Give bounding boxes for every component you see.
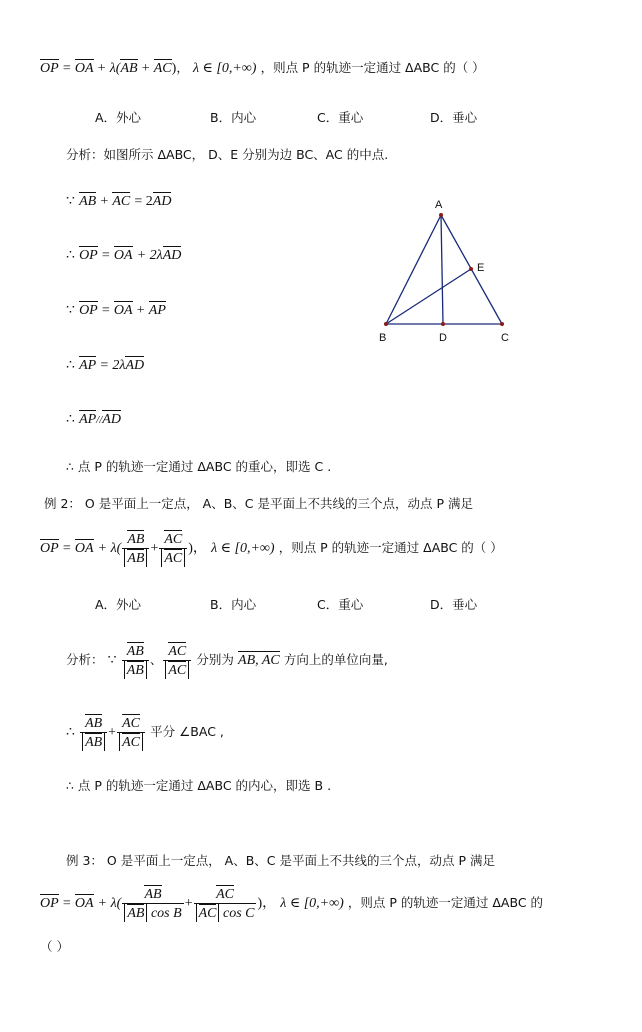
point-d xyxy=(441,322,445,326)
ex1-step-2: ∴ OP = OA + 2λAD xyxy=(66,248,182,263)
ex2-bisector: ∴ $\frac{AB}{AB}$ + $\frac{AC}{AC}$ 平分 ∠BAC , xyxy=(66,715,224,750)
ex2-option-d: D．垂心 xyxy=(430,597,478,612)
ex1-step-1: ∵ AB + AC = 2AD xyxy=(66,194,172,209)
ex3-formula: OP = OA + λ( $\frac{AB}{\text{AB cos B}}$ + $\frac{AC}{\text{AC cos C}}$ )， λ ∈ [0,+∞) ，则点 P 的轨迹一定通过 ΔABC 的 xyxy=(40,886,544,921)
ex1-option-a: A．外心 xyxy=(95,110,142,125)
lambda-range: λ ∈ [0,+∞) xyxy=(192,61,257,76)
ex3-heading: 例 3： O 是平面上一定点， A、B、C 是平面上不共线的三个点，动点 P 满足 xyxy=(66,853,495,868)
fraction-ab: $\frac{AB}{AB}$ xyxy=(122,530,149,568)
ex2-heading: 例 2： O 是平面上一定点， A、B、C 是平面上不共线的三个点，动点 P 满足 xyxy=(44,496,473,511)
ex1-option-b: B．内心 xyxy=(210,110,257,125)
ex1-step-3: ∵ OP = OA + AP xyxy=(66,303,166,318)
ex1-analysis-intro: 分析：如图所示 ΔABC， D、E 分别为边 BC、AC 的中点. xyxy=(66,147,389,162)
label-d: D xyxy=(439,332,447,344)
label-a: A xyxy=(435,199,443,211)
ex2-option-a: A．外心 xyxy=(95,597,142,612)
ex1-question: ，则点 P 的轨迹一定通过 ΔABC 的（ ） xyxy=(260,60,485,75)
triangle-side-ab xyxy=(386,215,441,324)
ex1-option-c: C．重心 xyxy=(317,110,364,125)
ex2-conclusion: ∴ 点 P 的轨迹一定通过 ΔABC 的内心，即选 B . xyxy=(66,778,332,793)
ex2-analysis: 分析： ∵ $\frac{AB}{AB}$ 、 $\frac{AC}{AC}$ 分别为 AB, AC 方向上的单位向量, xyxy=(66,643,388,678)
ex1-conclusion: ∴ 点 P 的轨迹一定通过 ΔABC 的重心，即选 C . xyxy=(66,459,332,474)
ex2-formula: OP = OA + λ( $\frac{AB}{AB}$ + $\frac{AC}{AC}$ )， λ ∈ [0,+∞) ，则点 P 的轨迹一定通过 ΔABC 的（ ） xyxy=(40,531,503,566)
label-e: E xyxy=(477,262,485,274)
ex1-formula: OP = OA + λ(AB + AC)， λ ∈ [0,+∞) ，则点 P 的轨迹一定通过 ΔABC 的（ ） xyxy=(40,60,485,76)
median-be xyxy=(386,269,471,324)
point-c xyxy=(500,322,504,326)
ex3-answer-blank: （ ） xyxy=(40,939,69,954)
ex2-option-b: B．内心 xyxy=(210,597,257,612)
ex2-option-c: C．重心 xyxy=(317,597,364,612)
median-ad xyxy=(441,215,443,324)
label-b: B xyxy=(379,332,387,344)
ex1-step-4: ∴ AP = 2λAD xyxy=(66,358,145,373)
triangle-figure xyxy=(372,195,522,345)
point-b xyxy=(384,322,388,326)
fraction-ac: $\frac{AC}{AC}$ xyxy=(159,530,187,568)
triangle-lines xyxy=(386,215,502,324)
ex1-step-5: ∴ AP//AD xyxy=(66,412,121,427)
ex1-option-d: D．垂心 xyxy=(430,110,478,125)
point-a xyxy=(439,213,443,217)
vec-op: OP xyxy=(40,61,59,76)
label-c: C xyxy=(501,332,509,344)
point-e xyxy=(469,267,473,271)
